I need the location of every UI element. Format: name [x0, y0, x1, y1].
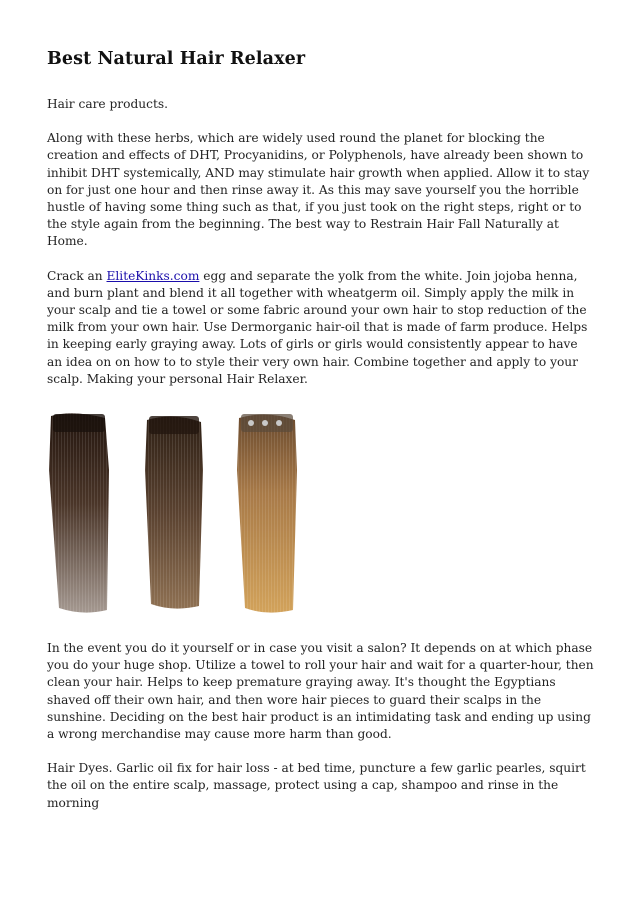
hair-swatches-illustration	[43, 410, 343, 620]
document-page	[47, 48, 595, 812]
hair-swatch-blonde	[237, 414, 297, 613]
elitekinks-link[interactable]: EliteKinks.com	[106, 268, 200, 283]
paragraph-2-after: egg and separate the yolk from the white. Join jojoba henna, and burn plant and blend it all together with wheatgerm oil. Simply apply the milk in your scalp and tie a towel or some fabric around your own hair to stop reduction of the milk from your own hair. Use Dermorganic hair-oil that is made of farm produce. Helps in keeping early graying away. Lots of girls or girls would consistently appear to have an idea on on how to to style their very own hair. Combine together and apply to your scalp. Making your personal Hair Relaxer.	[47, 268, 588, 386]
hair-swatch-brown-highlights	[145, 416, 203, 609]
hair-extensions-image	[43, 410, 343, 620]
paragraph-2-before: Crack an	[47, 268, 107, 283]
paragraph-4: Hair Dyes. Garlic oil fix for hair loss - at bed time, puncture a few garlic pearles, squirt the oil on the entire scalp, massage, protect using a cap, shampoo and rinse in the morning	[47, 761, 586, 810]
page-title: Best Natural Hair Relaxer	[47, 49, 306, 69]
paragraph-3: In the event you do it yourself or in case you visit a salon? It depends on at which phase you do your huge shop. Utilize a towel to roll your hair and wait for a quarter-hour, then clean your hair. Helps to keep premature graying away. It's thought the Egyptians shaved off their own hair, and then wore hair pieces to guard their scalps in the sunshine. Deciding on the best hair product is an intimidating task and ending up using a wrong merchandise may cause more harm than good.	[47, 641, 594, 742]
paragraph-2	[47, 268, 595, 388]
paragraph-1: Along with these herbs, which are widely used round the planet for blocking the creation and effects of DHT, Procyanidins, or Polyphenols, have already been shown to inhibit DHT systemically, AND may stimulate hair growth when applied. Allow it to stay on for just one hour and then rinse away it. As this may save yourself you the horrible hustle of having some thing such as that, if you just took on the right steps, right or to the style again from the beginning. The best way to Restrain Hair Fall Naturally at Home.	[47, 131, 590, 249]
hair-swatch-dark-ombre	[49, 413, 109, 612]
subtitle: Hair care products.	[47, 97, 168, 111]
